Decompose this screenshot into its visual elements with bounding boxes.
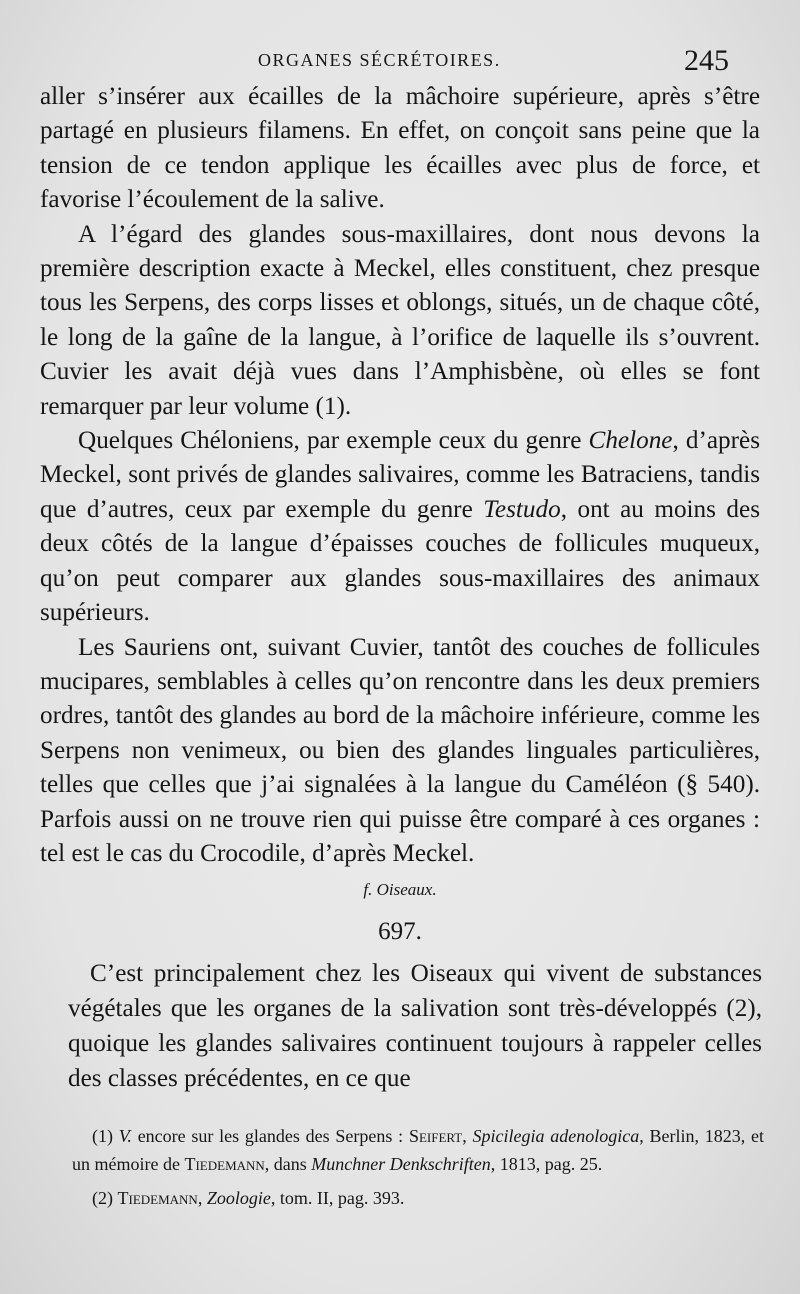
page-number: 245 — [684, 44, 729, 77]
text-run: , dans — [264, 1154, 312, 1174]
footnote — [72, 1184, 764, 1212]
text-run: aller s’insérer aux écailles de la mâchoire supérieure, après s’être partagé en plusieurs filamens. En effet, on conçoit sans peine que la tension de ce tendon applique les écailles avec plus de force, et favorise l’écoulement de la salive. — [40, 83, 760, 214]
text-run: , Berlin, 1823, et un mémoire de — [72, 1126, 764, 1174]
small-caps-text: Tiedemann — [184, 1154, 265, 1174]
running-head: ORGANES SÉCRÉTOIRES. — [258, 50, 501, 70]
paragraph-number: 697. — [378, 918, 422, 945]
footnotes — [72, 1122, 764, 1218]
italic-text: Testudo — [483, 495, 561, 523]
footnote — [72, 1122, 764, 1178]
italic-text: V. — [118, 1126, 132, 1146]
paragraph — [68, 956, 762, 1096]
text-run: , d’après Meckel, sont privés de glandes salivaires, comme les Batraciens, tandis que d’autres, ceux par exemple du genre — [40, 427, 760, 523]
small-caps-text: Seifert — [408, 1126, 463, 1146]
text-run: C’est principalement chez les Oiseaux qui vivent de substances végétales que les organes de la salivation sont très-développés (2), quoique les glandes salivaires continuent toujours à rappeler celles des classes précédentes, en ce que — [68, 960, 762, 1092]
main-text — [40, 80, 760, 871]
text-run: , — [462, 1126, 473, 1146]
paragraph — [40, 631, 760, 872]
text-run: Quelques Chéloniens, par exemple ceux du genre — [78, 427, 589, 455]
italic-text: Chelone — [588, 427, 673, 455]
text-run: (1) — [92, 1126, 119, 1146]
paragraph — [40, 424, 760, 630]
text-run: , — [197, 1188, 207, 1208]
paragraph — [40, 80, 760, 218]
italic-text: Zoologie — [206, 1188, 271, 1208]
text-run: Les Sauriens ont, suivant Cuvier, tantôt des couches de follicules mucipares, semblables à celles qu’on rencontre dans les deux premiers ordres, tantôt des glandes au bord de la mâchoire inférieure, comme les Serpens non venimeux, ou bien des glandes linguales particulières, telles que celles que j’ai signalées à la langue du Caméléon (§ 540). Parfois aussi on ne trouve rien qui puisse être comparé à ces organes : tel est le cas du Crocodile, d’après Meckel. — [40, 633, 760, 867]
text-run: , 1813, pag. 25. — [490, 1154, 603, 1174]
small-caps-text: Tiedemann — [117, 1188, 198, 1208]
main-text-continued — [68, 956, 762, 1096]
text-run: , tom. II, pag. 393. — [270, 1188, 405, 1208]
text-run: , ont au moins des deux côtés de la langue d’épaisses couches de follicules muqueux, qu’on peut comparer aux glandes sous-maxillaires des animaux supérieurs. — [40, 495, 760, 627]
section-title: f. Oiseaux. — [363, 880, 437, 899]
text-run: encore sur les glandes des Serpens : — [131, 1126, 409, 1146]
italic-text: Munchner Denkschriften — [311, 1154, 491, 1174]
text-run: (2) — [92, 1188, 118, 1208]
italic-text: Spicilegia adenologica — [472, 1126, 640, 1146]
text-run: A l’égard des glandes sous-maxillaires, dont nous devons la première description exacte à Meckel, elles constituent, chez presque tous les Serpens, des corps lisses et oblongs, situés, un de chaque côté, le long de la gaîne de la langue, à l’orifice de laquelle ils s’ouvrent. Cuvier les avait déjà vues dans l’Amphisbène, où elles se font remarquer par leur volume (1). — [40, 220, 760, 420]
paragraph — [40, 218, 760, 424]
page-header — [0, 44, 800, 84]
